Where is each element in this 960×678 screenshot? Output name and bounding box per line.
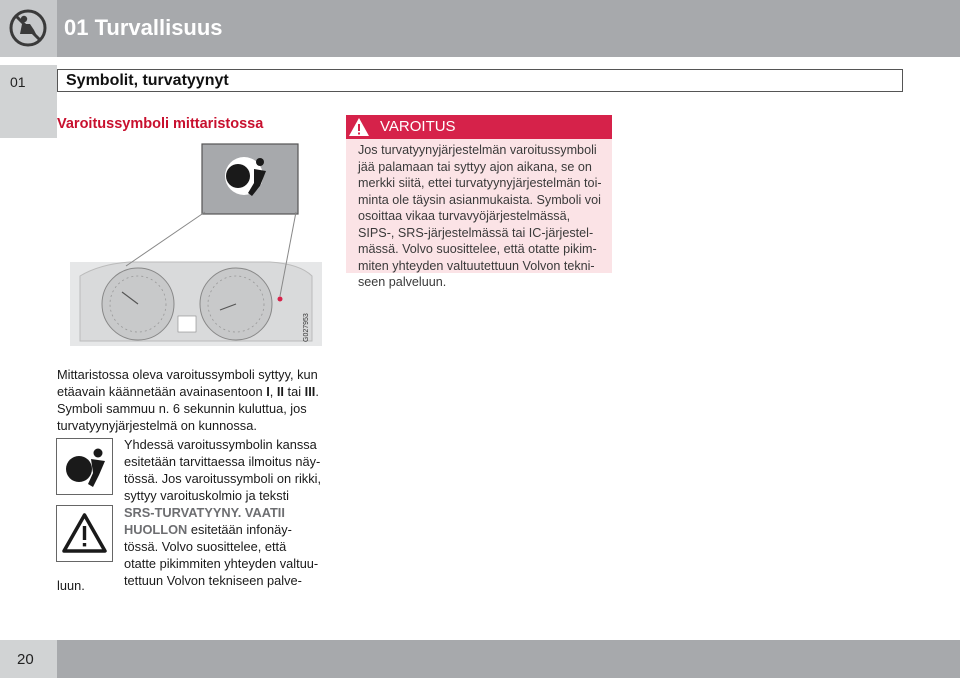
airbag-symbol-box <box>56 438 113 495</box>
subheading: Varoitussymboli mittaristossa <box>57 116 264 132</box>
page-number: 20 <box>17 651 34 668</box>
image-code: G027953 <box>303 313 310 342</box>
chapter-side-tab <box>0 65 57 138</box>
chapter-logo-box <box>0 0 57 57</box>
warning-text: Jos turvatyynyjärjestelmän varoitussymboli jää palamaan tai syttyy ajon aikana, se on merkki siitä, ettei turvatyynyjärjestelmän toi- minta ole täysin asianmukaista. Symboli voi osoittaa vikaa turvavyöjärjestelmässä, SIPS-, SRS-järjestelmässä tai IC-järjestel- mässä. Volvo suosittelee, että otatte pikim- miten yhteyden valtuutettuun Volvon tekni- seen palveluun. <box>358 143 602 289</box>
section-title: Symbolit, turvatyynyt <box>66 72 229 89</box>
symbol-explanation-paragraph: Yhdessä varoitussymbolin kanssa esitetään tarvittaessa ilmoitus näy- tössä. Jos varoitussymboli on rikki, syttyy varoituskolmio ja teksti SRS-TURVATYYNY. VAATII HUOLLON esitetään infonäy- tössä. Volvo suosittelee, että otatte pikimmiten yhteyden valtuu- tettuun Volvon tekniseen palve- <box>124 437 321 588</box>
chapter-title: 01 Turvallisuus <box>64 15 223 40</box>
chapter-number: 01 <box>10 74 26 90</box>
no-child-seat-icon <box>0 0 57 57</box>
warning-triangle-icon <box>348 116 370 138</box>
instrument-cluster-illustration <box>70 136 322 346</box>
intro-paragraph: Mittaristossa oleva varoitussymboli syttyy, kun etäavain käännetään avainasentoon I, II tai III. Symboli sammuu n. 6 sekunnin kuluttua, jos turvatyynyjärjestelmä on kunnossa. <box>57 367 319 433</box>
warning-triangle-box <box>56 505 113 562</box>
paragraph-tail: luun. <box>57 578 85 593</box>
footer-bar <box>0 640 960 678</box>
airbag-warning-icon <box>57 439 112 494</box>
warning-title: VAROITUS <box>380 118 456 135</box>
warning-triangle-icon <box>57 506 112 561</box>
